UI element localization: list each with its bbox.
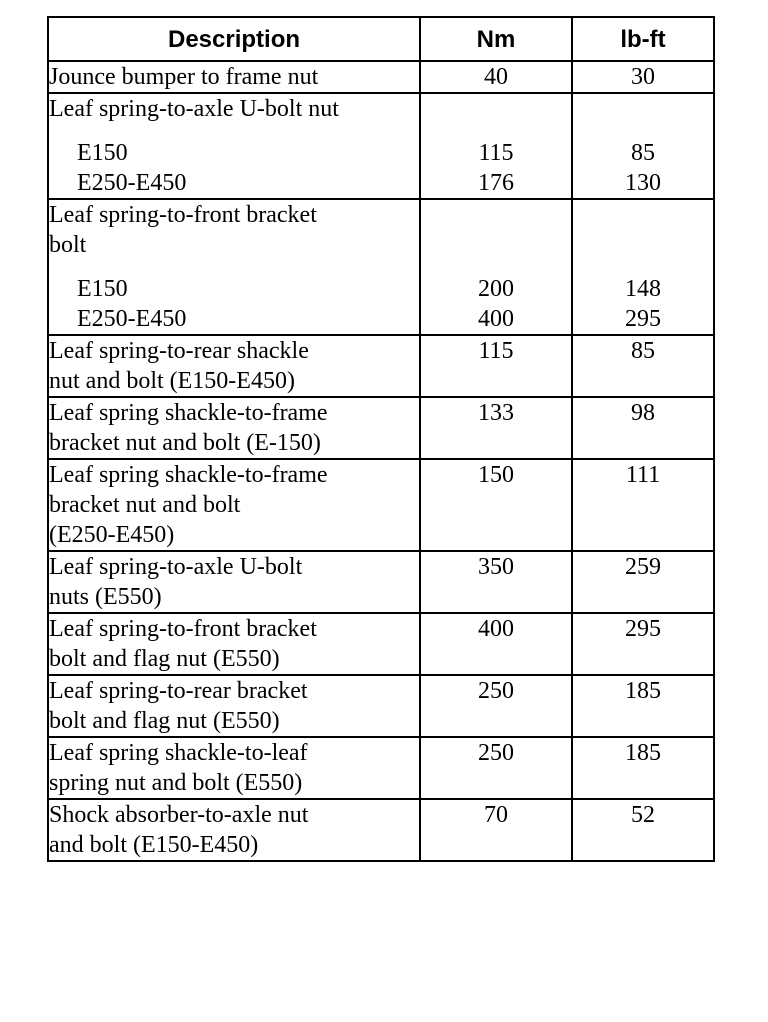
description-cell [48, 459, 420, 551]
description-text: Leaf spring shackle-to-frame [49, 400, 328, 426]
description-cell [48, 799, 420, 861]
lbft-value: 111 [625, 462, 661, 488]
description-text: Shock absorber-to-axle nut [49, 802, 309, 828]
description-cell [48, 737, 420, 799]
table-row [48, 93, 714, 199]
table-row [48, 459, 714, 551]
lbft-value: 185 [625, 678, 661, 704]
description-text: Leaf spring-to-axle U-bolt nut [49, 96, 339, 122]
description-cell [48, 61, 420, 93]
nm-value: 150 [478, 462, 514, 488]
lbft-cell [572, 737, 714, 799]
lbft-cell [572, 799, 714, 861]
table-row [48, 675, 714, 737]
description-header: Description [48, 17, 420, 61]
description-cell [48, 551, 420, 613]
table-row [48, 199, 714, 335]
nm-cell [420, 675, 572, 737]
lbft-value: 85 [631, 338, 655, 364]
description-text: bracket nut and bolt (E-150) [49, 430, 321, 456]
lbft-cell [572, 551, 714, 613]
nm-value: 176 [478, 170, 514, 196]
nm-cell [420, 199, 572, 335]
description-cell [48, 613, 420, 675]
description-text: Jounce bumper to frame nut [49, 64, 319, 90]
nm-cell [420, 613, 572, 675]
lbft-cell [572, 397, 714, 459]
description-text: nut and bolt (E150-E450) [49, 368, 295, 394]
lbft-cell [572, 335, 714, 397]
description-text: bolt [49, 232, 87, 258]
lbft-value: 295 [625, 306, 661, 332]
description-text: and bolt (E150-E450) [49, 832, 259, 858]
description-text: bolt and flag nut (E550) [49, 646, 280, 672]
nm-cell [420, 335, 572, 397]
nm-value: 200 [478, 276, 514, 302]
header-row [48, 17, 714, 61]
nm-cell [420, 459, 572, 551]
nm-value: 250 [478, 740, 514, 766]
lbft-value: 30 [631, 64, 655, 90]
description-text: Leaf spring-to-front bracket [49, 202, 317, 228]
variant-label: E250-E450 [77, 170, 187, 196]
lbft-value: 98 [631, 400, 655, 426]
nm-value: 70 [484, 802, 508, 828]
table-row [48, 551, 714, 613]
nm-cell [420, 61, 572, 93]
description-cell [48, 675, 420, 737]
description-text: Leaf spring-to-rear bracket [49, 678, 308, 704]
torque-spec-table [47, 16, 715, 862]
description-text: bracket nut and bolt [49, 492, 241, 518]
variant-label: E150 [77, 140, 128, 166]
description-text: nuts (E550) [49, 584, 162, 610]
table-row [48, 613, 714, 675]
lbft-cell [572, 459, 714, 551]
variant-label: E250-E450 [77, 306, 187, 332]
table-row [48, 737, 714, 799]
nm-cell [420, 737, 572, 799]
lbft-value: 52 [631, 802, 655, 828]
nm-cell [420, 799, 572, 861]
nm-value: 133 [478, 400, 514, 426]
lbft-cell [572, 675, 714, 737]
lbft-value: 85 [631, 140, 655, 166]
description-cell [48, 397, 420, 459]
nm-value: 400 [478, 306, 514, 332]
nm-value: 400 [478, 616, 514, 642]
description-text: spring nut and bolt (E550) [49, 770, 303, 796]
lbft-value: 295 [625, 616, 661, 642]
lbft-cell [572, 93, 714, 199]
table-row [48, 61, 714, 93]
description-cell [48, 335, 420, 397]
lbft-cell [572, 61, 714, 93]
description-text: Leaf spring-to-rear shackle [49, 338, 309, 364]
variant-label: E150 [77, 276, 128, 302]
lbft-value: 130 [625, 170, 661, 196]
description-cell [48, 199, 420, 335]
description-text: Leaf spring shackle-to-frame [49, 462, 328, 488]
nm-cell [420, 397, 572, 459]
nm-value: 350 [478, 554, 514, 580]
lbft-value: 148 [625, 276, 661, 302]
nm-value: 115 [478, 338, 514, 364]
nm-value: 250 [478, 678, 514, 704]
lbft-value: 185 [625, 740, 661, 766]
lbft-cell [572, 613, 714, 675]
nm-cell [420, 551, 572, 613]
nm-value: 40 [484, 64, 508, 90]
description-text: Leaf spring shackle-to-leaf [49, 740, 308, 766]
table-row [48, 799, 714, 861]
nm-value: 115 [478, 140, 514, 166]
nm-cell [420, 93, 572, 199]
description-text: Leaf spring-to-front bracket [49, 616, 317, 642]
lbft-header: lb-ft [572, 17, 714, 61]
table-row [48, 335, 714, 397]
nm-header: Nm [420, 17, 572, 61]
table-row [48, 397, 714, 459]
description-text: bolt and flag nut (E550) [49, 708, 280, 734]
description-text: (E250-E450) [49, 522, 175, 548]
description-text: Leaf spring-to-axle U-bolt [49, 554, 303, 580]
lbft-value: 259 [625, 554, 661, 580]
lbft-cell [572, 199, 714, 335]
description-cell [48, 93, 420, 199]
